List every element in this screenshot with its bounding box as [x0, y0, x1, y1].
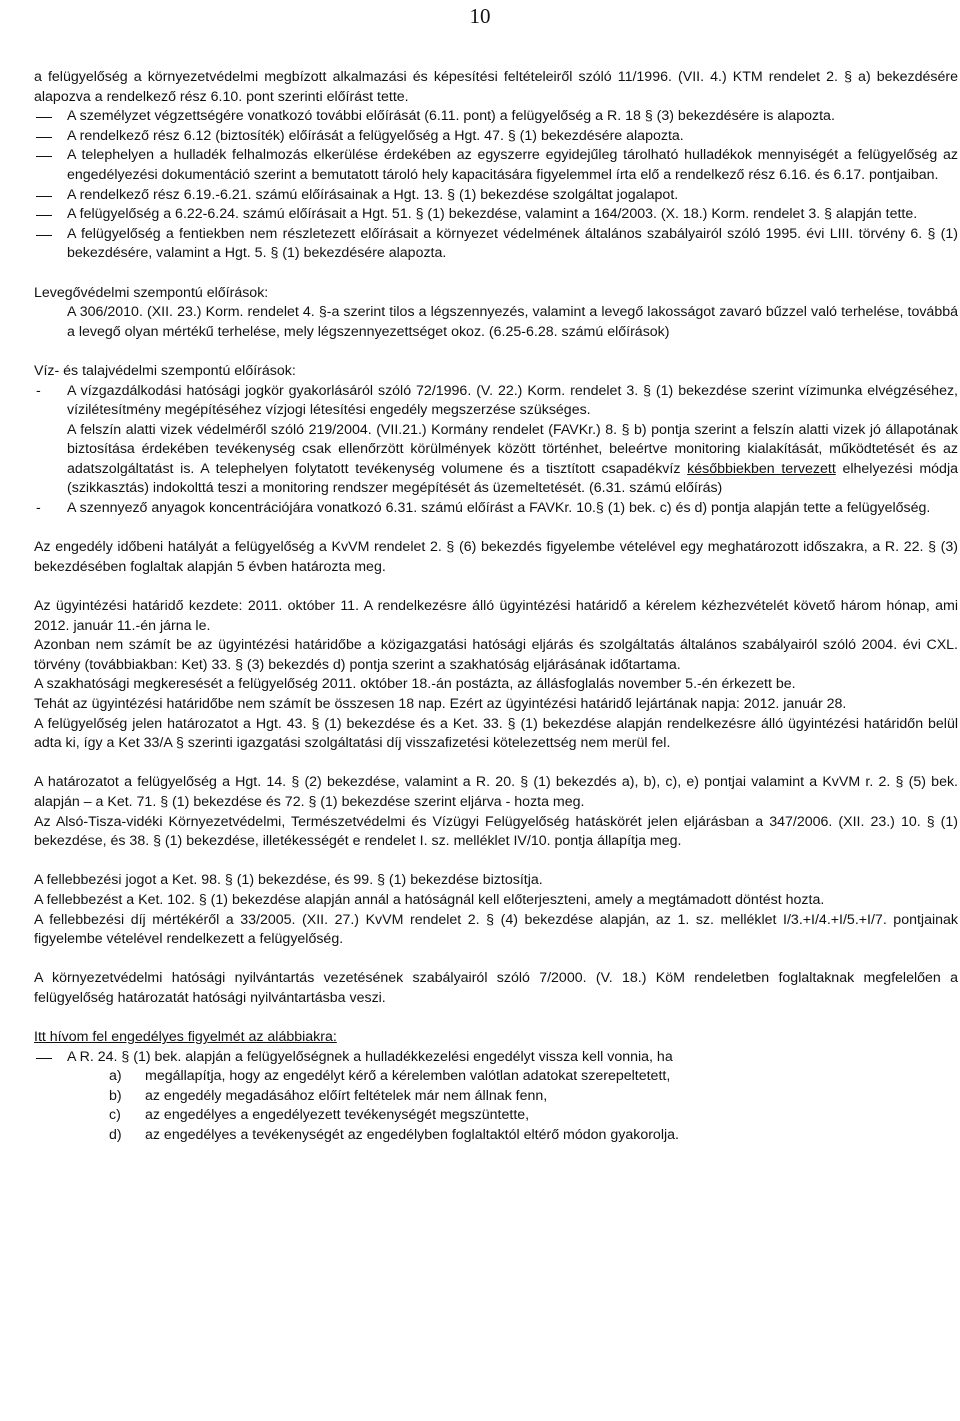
dash-item: A rendelkező rész 6.19.-6.21. számú előírásainak a Hgt. 13. § (1) bekezdése szolgáltat jogalapot. [34, 186, 958, 206]
appeal-paragraph: A fellebbezési díj mértékéről a 33/2005. (XII. 27.) KvVM rendelet 2. § (4) bekezdése alapján, az 1. sz. melléklet I/3.+I/4.+I/5.+I/7. pontjainak figyelembe vételével rendelkezett a felügyelőség. [34, 911, 958, 948]
intro-paragraph: a felügyelőség a környezetvédelmi megbízott alkalmazási és képesítési feltételeiről szóló 11/1996. (VII. 4.) KTM rendelet 2. § a) bekezdésére alapozva a rendelkező rész 6.10. pont szerinti előírást tette. [34, 69, 958, 105]
deadline-paragraph: A felügyelőség jelen határozatot a Hgt. 43. § (1) bekezdése és a Ket. 33. § (1) bekezdése alapján rendelkezésre álló ügyintézési határidőn belül adta ki, így a Ket 33/A § szerinti igazgatási szolgáltatási díj visszafizetési kötelezettség nem merül fel. [34, 715, 958, 752]
notice-item-text: az engedély megadásához előírt feltételek már nem állnak fenn, [145, 1087, 548, 1104]
appeal-paragraph: A fellebbezést a Ket. 102. § (1) bekezdése alapján annál a hatóságnál kell előterjeszteni, amely a megtámadott döntést hozta. [34, 891, 825, 908]
water-item-2-text: A szennyező anyagok koncentrációjára vonatkozó 6.31. számú előírást a FAVKr. 10.§ (1) bek. c) és d) pontja alapján tette a felügyelőség. [67, 500, 931, 517]
water-item-1-text: A vízgazdálkodási hatósági jogkör gyakorlásáról szóló 72/1996. (V. 22.) Korm. rendelet 3. § (1) bekezdése szerint vízimunka elvégzéséhez, vízilétesítmény megépítéséhez vízjogi létesítési engedély megszerzése szükséges. [67, 382, 958, 419]
list-marker: b) [109, 1087, 122, 1104]
list-marker: - [36, 382, 41, 399]
notice-item [34, 1126, 958, 1146]
water-item-1-continued [34, 421, 958, 499]
underlined-text: későbbiekben tervezett [687, 460, 836, 477]
water-text-b: elhelyezési módja (szikkasztás) indokolttá teszi a monitoring rendszer megépítését ás üzemeltetését. (6.31. számú előírás) [67, 460, 958, 497]
dash-item: A telephelyen a hulladék felhalmozás elkerülése érdekében az egyszerre egyidejűleg tárolható hulladékok mennyiségét a felügyelőség az engedélyezési dokumentáció szerint a bemutatott tároló hely kapacitására figyelemmel írta elő a rendelkező rész 6.16. és 6.17. pontjaiban. [34, 146, 958, 185]
registry-paragraph: A környezetvédelmi hatósági nyilvántartás vezetésének szabályairól szóló 7/2000. (V. 18.) KöM rendeletben foglaltaknak megfelelően a felügyelőség határozatát hatósági nyilvántartásba veszi. [34, 970, 958, 1006]
dash-item: A felügyelőség a fentiekben nem részletezett előírásait a környezet védelmének általános szabályairól szóló 1995. évi LIII. törvény 6. § (1) bekezdésére, valamint a Hgt. 5. § (1) bekezdésére alapozta. [34, 225, 958, 264]
document-body [34, 68, 958, 1146]
water-text-a: A felszín alatti vizek védelméről szóló 219/2004. (VII.21.) Kormány rendelet (FAVKr.) 8. § b) pontja szerint a felszín alatti vizek jó állapotának biztosítása érdekében tevékenység csak ellenőrzött körülmények között történhet, beleértve monitoring kialakítását, működtetését és az adatszolgáltatást is. A telephelyen folytatott tevékenység volumene és a tisztított csapadékvíz [67, 421, 958, 477]
water-item-2 [34, 499, 958, 519]
list-marker: - [36, 500, 41, 517]
list-marker: c) [109, 1107, 121, 1124]
authority-paragraph: A határozatot a felügyelőség a Hgt. 14. § (2) bekezdése, valamint a R. 20. § (1) bekezdés a), b), c), e) pontjai valamint a KvVM r. 2. § (5) bek. alapján – a Ket. 71. § (1) bekezdése és 72. § (1) bekezdése szerint eljárva - hozta meg. [34, 774, 958, 810]
notice-item-text: megállapítja, hogy az engedélyt kérő a kérelemben valótlan adatokat szerepeltetett, [145, 1068, 671, 1085]
list-marker: a) [109, 1068, 122, 1085]
page-number: 10 [469, 4, 491, 28]
notice-item [34, 1067, 958, 1087]
spacer [34, 852, 958, 872]
list-marker: d) [109, 1127, 122, 1144]
spacer [34, 264, 958, 284]
spacer [34, 1009, 958, 1029]
dash-item: A felügyelőség a 6.22-6.24. számú előírásait a Hgt. 51. § (1) bekezdése, valamint a 164/2003. (X. 18.) Korm. rendelet 3. § alapján tette. [34, 205, 958, 225]
deadline-paragraph: Az ügyintézési határidő kezdete: 2011. október 11. A rendelkezésre álló ügyintézési határidő a kérelem kézhezvételét követő három hónap, ami 2012. január 11.-én járna le. [34, 598, 958, 634]
notice-item [34, 1106, 958, 1126]
dash-item: A személyzet végzettségére vonatkozó további előírását (6.11. pont) a felügyelőség a R. 18 § (3) bekezdésére is alapozta. [34, 107, 958, 127]
notice-item-text: az engedélyes a engedélyezett tevékenységét megszüntette, [145, 1107, 530, 1124]
deadline-paragraph: Tehát az ügyintézési határidőbe nem számít be összesen 18 nap. Ezért az ügyintézési határidő lejártának napja: 2012. január 28. [34, 696, 847, 712]
validity-paragraph: Az engedély időbeni hatályát a felügyelőség a KvVM rendelet 2. § (6) bekezdés figyelembe vételével egy meghatározott időszakra, a R. 22. § (3) bekezdésében foglaltak alapján 5 évben határozta meg. [34, 539, 958, 575]
water-item-1 [34, 382, 958, 421]
dash-item: A rendelkező rész 6.12 (biztosíték) előírását a felügyelőség a Hgt. 47. § (1) bekezdésére alapozta. [34, 127, 958, 147]
spacer [34, 342, 958, 362]
water-heading: Víz- és talajvédelmi szempontú előírások: [34, 362, 296, 379]
notice-item [34, 1087, 958, 1107]
spacer [34, 519, 958, 539]
deadline-paragraph: A szakhatósági megkeresését a felügyelőség 2011. október 18.-án postázta, az állásfoglalás november 5.-én érkezett be. [34, 676, 796, 693]
notice-heading: Itt hívom fel engedélyes figyelmét az alábbiakra: [34, 1029, 337, 1046]
air-text: A 306/2010. (XII. 23.) Korm. rendelet 4. §-a szerint tilos a légszennyezés, valamint a levegő lakosságot zavaró bűzzel való terhelése, továbbá a levegő olyan mértékű terhelése, mely légszennyezettséget okoz. (6.25-6.28. számú előírások) [67, 304, 958, 340]
notice-intro: A R. 24. § (1) bek. alapján a felügyelőségnek a hulladékkezelési engedélyt vissza kell vonnia, ha [34, 1048, 958, 1068]
deadline-paragraph: Azonban nem számít be az ügyintézési határidőbe a közigazgatási hatósági eljárás és szolgáltatás általános szabályairól szóló 2004. évi CXL. törvény (továbbiakban: Ket) 33. § (3) bekezdés d) pontja szerint a szakhatóság eljárásának időtartama. [34, 637, 958, 673]
authority-paragraph: Az Alsó-Tisza-vidéki Környezetvédelmi, Természetvédelmi és Vízügyi Felügyelőség hatáskörét jelen eljárásban a 347/2006. (XII. 23.) 10. § (1) bekezdése, és 38. § (1) bekezdése, illetékességét e rendelet I. sz. melléklet IV/10. pontja állapítja meg. [34, 813, 958, 850]
spacer [34, 754, 958, 774]
spacer [34, 950, 958, 970]
appeal-paragraph: A fellebbezési jogot a Ket. 98. § (1) bekezdése, és 99. § (1) bekezdése biztosítja. [34, 872, 543, 889]
notice-item-text: az engedélyes a tevékenységét az engedélyben foglaltaktól eltérő módon gyakorolja. [145, 1127, 679, 1144]
spacer [34, 577, 958, 597]
air-heading: Levegővédelmi szempontú előírások: [34, 284, 269, 301]
